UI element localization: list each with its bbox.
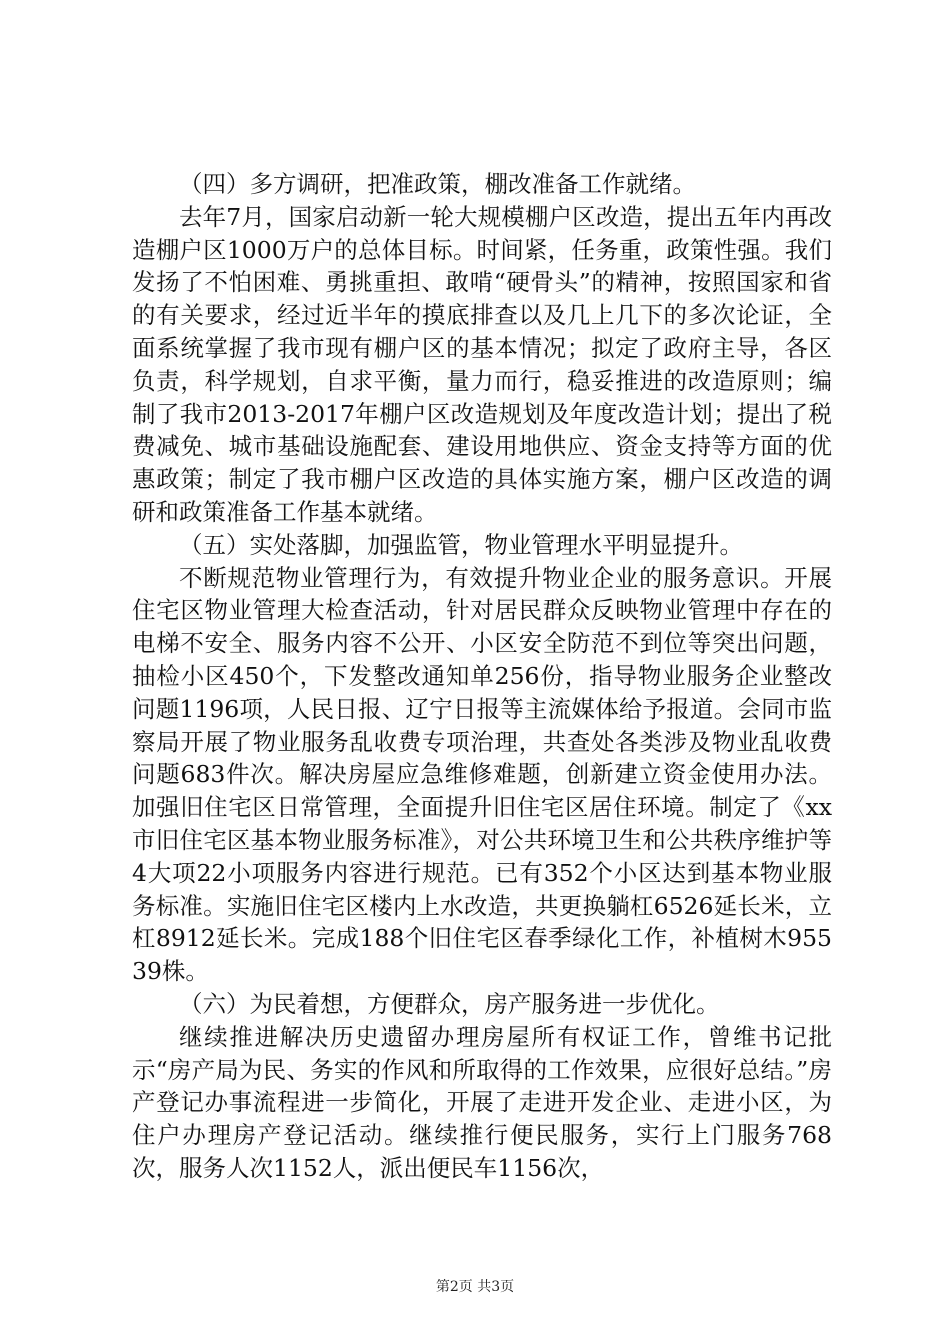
section-heading-6: （六）为民着想，方便群众，房产服务进一步优化。 [179,989,720,1018]
paragraph-shantytown: 去年7月，国家启动新一轮大规模棚户区改造，提出五年内再改造棚户区1000万户的总体目标。时间紧，任务重，政策性强。我们发扬了不怕困难、勇挑重担、敢啃“硬骨头”的精神，按照国家和省的有关要求，经过近半年的摸底排查以及几上几下的多次论证，全面系统掌握了我市现有棚户区的基本情况；拟定了政府主导，各区负责，科学规划，自求平衡，量力而行，稳妥推进的改造原则；编制了我市2013-2017年棚户区改造规划及年度改造计划；提出了税费减免、城市基础设施配套、建设用地供应、资金支持等方面的优惠政策；制定了我市棚户区改造的具体实施方案，棚户区改造的调研和政策准备工作基本就绪。 [132,202,832,526]
page-footer: 第2页 共3页 [435,1279,515,1295]
document-body [132,168,832,1185]
section-heading-4: （四）多方调研，把准政策，棚改准备工作就绪。 [179,170,696,198]
paragraph-property-management: 不断规范物业管理行为，有效提升物业企业的服务意识。开展住宅区物业管理大检查活动，针对居民群众反映物业管理中存在的电梯不安全、服务内容不公开、小区安全防范不到位等突出问题，抽检小区450个，下发整改通知单256份，指导物业服务企业整改问题1196项，人民日报、辽宁日报等主流媒体给予报道。会同市监察局开展了物业服务乱收费专项治理，共查处各类涉及物业乱收费问题683件次。解决房屋应急维修难题，创新建立资金使用办法。加强旧住宅区日常管理，全面提升旧住宅区居住环境。制定了《xx市旧住宅区基本物业服务标准》，对公共环境卫生和公共秩序维护等4大项22小项服务内容进行规范。已有352个小区达到基本物业服务标准。实施旧住宅区楼内上水改造，共更换躺杠6526延长米，立杠8912延长米。完成188个旧住宅区春季绿化工作，补植树木95539株。 [132,563,832,986]
section-heading-5: （五）实处落脚，加强监管，物业管理水平明显提升。 [179,530,743,559]
paragraph-property-services: 继续推进解决历史遗留办理房屋所有权证工作，曾维书记批示“房产局为民、务实的作风和所取得的工作效果，应很好总结。”房产登记办事流程进一步简化，开展了走进开发企业、走进小区，为住户办理房产登记活动。继续推行便民服务，实行上门服务768次，服务人次1152人，派出便民车1156次， [132,1022,832,1182]
